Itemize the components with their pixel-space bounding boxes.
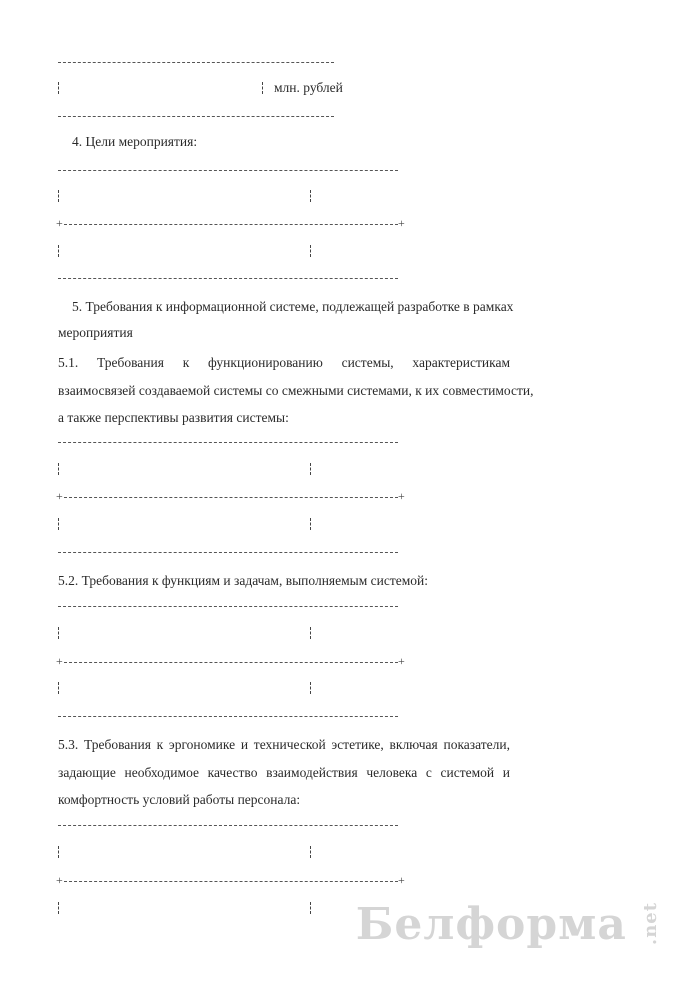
table-top-border [58,442,398,443]
table-middle-border [64,881,398,882]
table-left-edge [58,463,59,475]
table-left-edge [58,902,59,914]
table-corner-left: + [56,654,63,668]
table-corner-left: + [56,216,63,230]
table-divider [310,190,311,202]
watermark-tld: .net [639,901,661,946]
section-5-3-line1: 5.3. Требования к эргономике и технической эстетике, включая показатели, [58,737,510,752]
section-5-3-line3: комфортность условий работы персонала: [58,792,301,807]
section-4-title: 4. Цели мероприятия: [72,134,198,149]
table-left-edge [58,846,59,858]
table-middle-border [64,497,398,498]
table-corner-right: + [398,489,405,503]
table-top-border [58,606,398,607]
watermark-logo [356,899,670,950]
table-bottom-border [58,552,398,553]
cost-table-top-border [58,62,334,63]
table-divider [310,463,311,475]
table-left-edge [58,627,59,639]
section-5-1-line3: а также перспективы развития системы: [58,410,289,425]
cost-table-bottom-border [58,116,334,117]
section-5-1-line2: взаимосвязей создаваемой системы со смежными системами, к их совместимости, [58,383,534,398]
cost-table-divider [262,82,263,94]
table-left-edge [58,518,59,530]
table-divider [310,902,311,914]
table-corner-right: + [398,873,405,887]
table-corner-left: + [56,873,63,887]
section-5-title-line1: 5. Требования к информационной системе, подлежащей разработке в рамках [72,299,514,314]
table-bottom-border [58,278,398,279]
table-corner-left: + [56,489,63,503]
table-divider [310,682,311,694]
table-middle-border [64,662,398,663]
section-5-title-line2: мероприятия [58,325,133,340]
table-top-border [58,170,398,171]
table-divider [310,245,311,257]
cost-table-left-edge [58,82,59,94]
table-corner-right: + [398,654,405,668]
table-corner-right: + [398,216,405,230]
table-middle-border [64,224,398,225]
section-5-3-line2: задающие необходимое качество взаимодействия человека с системой и [58,765,510,780]
section-5-1-line1: 5.1. Требования к функционированию системы, характеристикам [58,355,510,370]
watermark-brand: Белформа [355,899,627,950]
table-left-edge [58,190,59,202]
table-top-border [58,825,398,826]
table-divider [310,627,311,639]
table-left-edge [58,682,59,694]
cost-unit-label: млн. рублей [274,80,343,95]
table-divider [310,846,311,858]
table-divider [310,518,311,530]
table-left-edge [58,245,59,257]
table-bottom-border [58,716,398,717]
section-5-2-title: 5.2. Требования к функциям и задачам, выполняемым системой: [58,573,429,588]
